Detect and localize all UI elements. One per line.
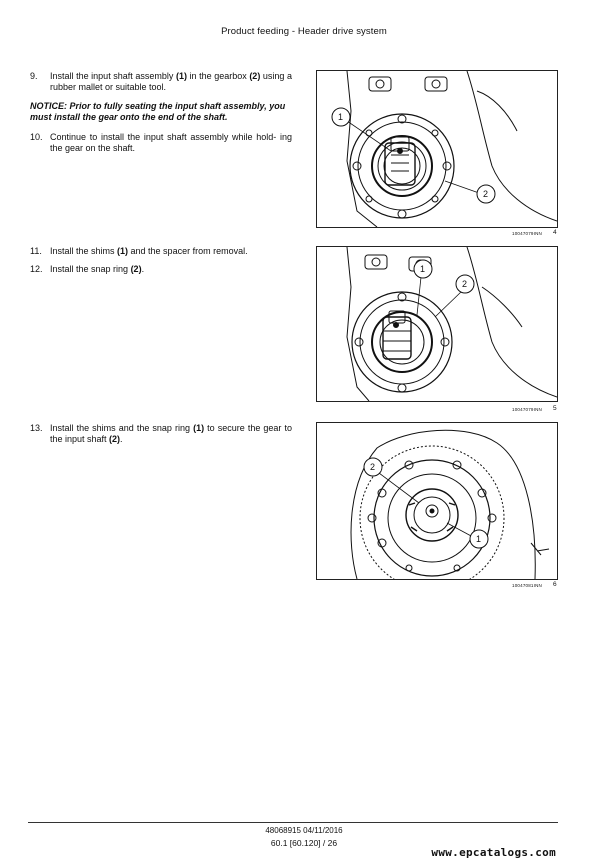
step-number: 12.	[30, 264, 43, 274]
figure-6-number: 6	[553, 581, 557, 588]
figure-4-callout-1: 1	[338, 112, 344, 122]
step-number: 13.	[30, 423, 43, 433]
figure-5-illustration	[316, 246, 558, 402]
notice	[30, 101, 292, 123]
figure-4-number: 4	[553, 229, 557, 236]
figure-6-code: 10047081INN	[512, 583, 542, 588]
step-10	[30, 132, 292, 154]
watermark-link[interactable]: www.epcatalogs.com	[431, 846, 556, 859]
figure-4-callout-2: 2	[483, 189, 489, 199]
step-11	[30, 246, 292, 257]
step-text: Install the snap ring (2).	[50, 264, 145, 274]
figure-5-code: 10047079INN	[512, 407, 542, 412]
step-text: Continue to install the input shaft assembly while hold- ing the gear on the shaft.	[50, 132, 292, 153]
step-12	[30, 264, 292, 275]
footer-divider	[28, 822, 558, 823]
step-number: 9.	[30, 71, 38, 81]
figure-5-callout-1: 1	[420, 264, 426, 274]
figure-4-code: 10047079INN	[512, 231, 542, 236]
figure-6-callout-2: 2	[370, 462, 376, 472]
step-number: 10.	[30, 132, 43, 142]
notice-label: NOTICE:	[30, 101, 67, 111]
step-text: Install the shims (1) and the spacer from removal.	[50, 246, 248, 256]
step-13	[30, 423, 292, 445]
footer-page-number: 60.1 [60.120] / 26	[270, 838, 338, 848]
page-header-title: Product feeding - Header drive system	[221, 26, 387, 37]
step-number: 11.	[30, 246, 42, 256]
figure-5-number: 5	[553, 405, 557, 412]
figure-4-illustration	[316, 70, 558, 228]
figure-6-illustration	[316, 422, 558, 580]
footer-document-id: 48068915 04/11/2016	[265, 826, 343, 835]
step-text: Install the input shaft assembly (1) in the gearbox (2) using a rubber mallet or suitable tool.	[50, 71, 292, 92]
notice-text: Prior to fully seating the input shaft assembly, you must install the gear onto the end of the shaft.	[30, 101, 286, 122]
figure-6-callout-1: 1	[476, 534, 482, 544]
step-9	[30, 71, 292, 93]
figure-5-callout-2: 2	[462, 279, 468, 289]
step-text: Install the shims and the snap ring (1) to secure the gear to the input shaft (2).	[50, 423, 293, 444]
